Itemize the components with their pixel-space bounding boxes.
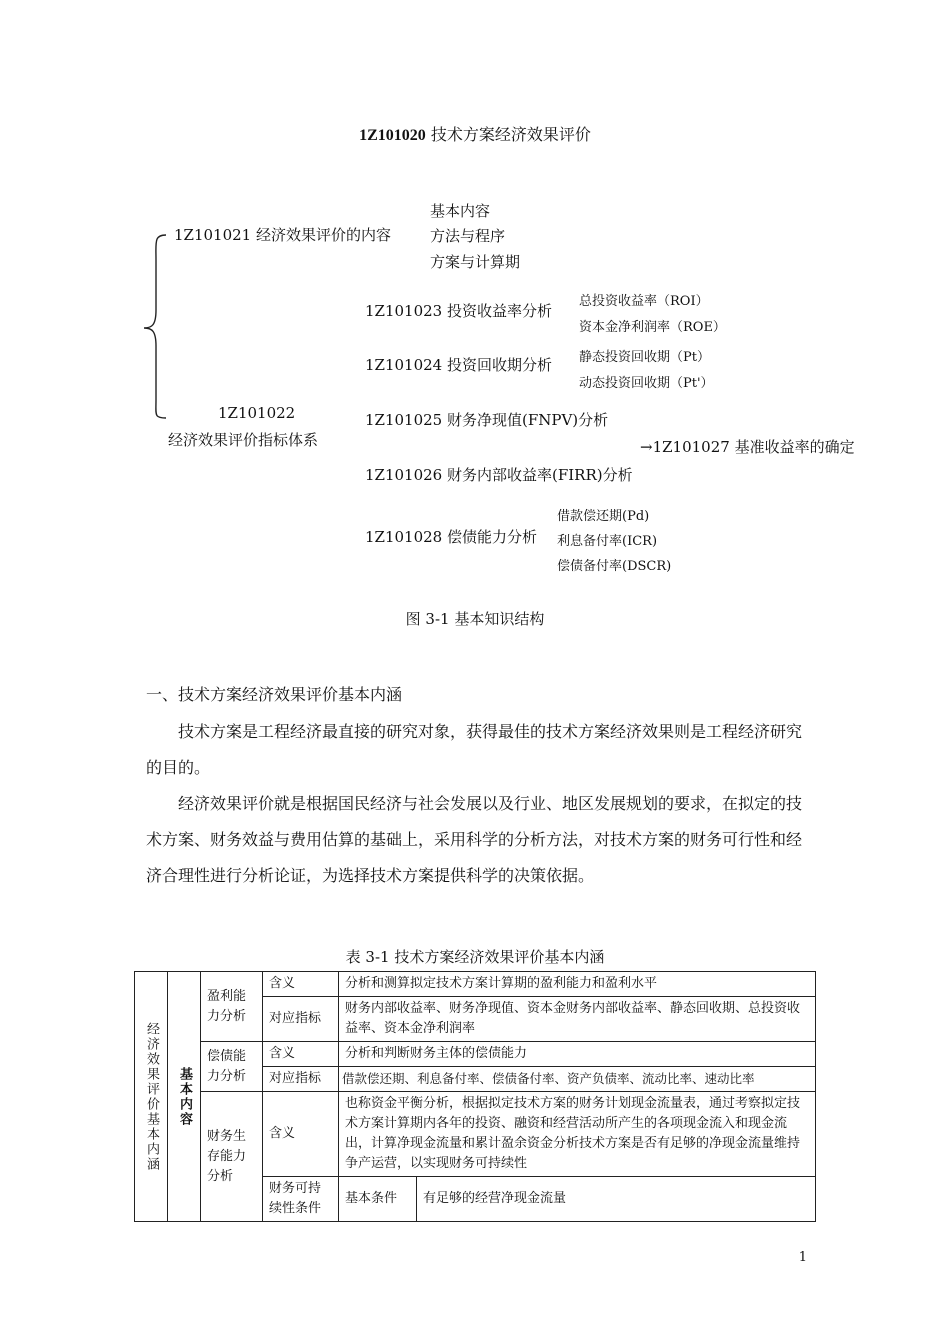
sub-item: 偿债备付率(DSCR) bbox=[557, 559, 672, 574]
survival-basic-label: 基本条件 bbox=[339, 1177, 417, 1222]
debt-label: 偿债能力分析 bbox=[201, 1042, 263, 1092]
title-text: 技术方案经济效果评价 bbox=[430, 125, 591, 144]
debt-index: 借款偿还期、利息备付率、偿债备付率、资产负债率、流动比率、速动比率 bbox=[339, 1067, 816, 1092]
profit-index: 财务内部收益率、财务净现值、资本金财务内部收益率、静态回收期、总投资收益率、资本金净利润率 bbox=[339, 997, 816, 1042]
sub-benchmark-rate: →1Z101027 基准收益率的确定 bbox=[640, 438, 855, 456]
debt-meaning: 分析和判断财务主体的偿债能力 bbox=[339, 1042, 816, 1067]
section-heading: 一、技术方案经济效果评价基本内涵 bbox=[146, 685, 403, 704]
survival-basic: 有足够的经营净现金流量 bbox=[417, 1177, 816, 1222]
survival-meaning: 也称资金平衡分析，根据拟定技术方案的财务计划现金流量表，通过考察拟定技术方案计算期内各年的投资、融资和经营活动所产生的各项现金流入和现金流出，计算净现金流量和累计盈余资金分析技术方案是否有足够的净现金流量维持争产运营，以实现财务可持续性 bbox=[339, 1092, 816, 1177]
profit-label: 盈利能力分析 bbox=[201, 972, 263, 1042]
sub-item: 借款偿还期(Pd) bbox=[557, 509, 650, 524]
sub-item: 静态投资回收期（Pt） bbox=[579, 350, 710, 365]
survival-label: 财务生存能力分析 bbox=[201, 1092, 263, 1222]
node-index-title: 经济效果评价指标体系 bbox=[168, 431, 319, 449]
profit-meaning-label: 含义 bbox=[263, 972, 339, 997]
content-item: 方案与计算期 bbox=[430, 253, 521, 271]
paragraph: 经济效果评价就是根据国民经济与社会发展以及行业、地区发展规划的要求，在拟定的技术方案、财务效益与费用估算的基础上，采用科学的分析方法，对技术方案的财务可行性和经济合理性进行分析论证，为选择技术方案提供科学的决策依据。 bbox=[146, 794, 803, 885]
survival-cond-label: 财务可持续性条件 bbox=[263, 1177, 339, 1222]
figure-caption: 图 3-1 基本知识结构 bbox=[405, 610, 545, 628]
table-caption: 表 3-1 技术方案经济效果评价基本内涵 bbox=[345, 948, 605, 966]
page-number: 1 bbox=[798, 1250, 807, 1265]
sub-item: 动态投资回收期（Pt'） bbox=[579, 376, 714, 391]
sub-solvency-analysis: 1Z101028 偿债能力分析 bbox=[365, 528, 537, 546]
evaluation-table bbox=[134, 971, 816, 1222]
paragraph: 技术方案是工程经济最直接的研究对象，获得最佳的技术方案经济效果则是工程经济研究的目的。 bbox=[146, 722, 803, 777]
node-content: 1Z101021 经济效果评价的内容 bbox=[174, 226, 391, 244]
sub-payback-analysis: 1Z101024 投资回收期分析 bbox=[365, 356, 552, 374]
sub-roi-analysis: 1Z101023 投资收益率分析 bbox=[365, 302, 552, 320]
profit-meaning: 分析和测算拟定技术方案计算期的盈利能力和盈利水平 bbox=[339, 972, 816, 997]
page-title bbox=[0, 122, 950, 145]
sub-item: 资本金净利润率（ROE） bbox=[579, 320, 726, 335]
profit-index-label: 对应指标 bbox=[263, 997, 339, 1042]
title-code: 1Z101020 bbox=[359, 127, 426, 144]
debt-meaning-label: 含义 bbox=[263, 1042, 339, 1067]
sub-item: 利息备付率(ICR) bbox=[557, 534, 658, 549]
curly-brace-icon bbox=[140, 230, 170, 420]
content-item: 方法与程序 bbox=[430, 227, 506, 245]
sub-fnpv-analysis: 1Z101025 财务净现值(FNPV)分析 bbox=[365, 411, 609, 429]
sub-firr-analysis: 1Z101026 财务内部收益率(FIRR)分析 bbox=[365, 466, 633, 484]
table-col1: 经济效果评价基本内涵 bbox=[135, 972, 168, 1222]
node-index-code: 1Z101022 bbox=[218, 404, 296, 422]
content-item: 基本内容 bbox=[430, 202, 491, 220]
debt-index-label: 对应指标 bbox=[263, 1067, 339, 1092]
table-col2: 基本内容 bbox=[168, 972, 201, 1222]
sub-item: 总投资收益率（ROI） bbox=[579, 294, 709, 309]
survival-meaning-label: 含义 bbox=[263, 1092, 339, 1177]
